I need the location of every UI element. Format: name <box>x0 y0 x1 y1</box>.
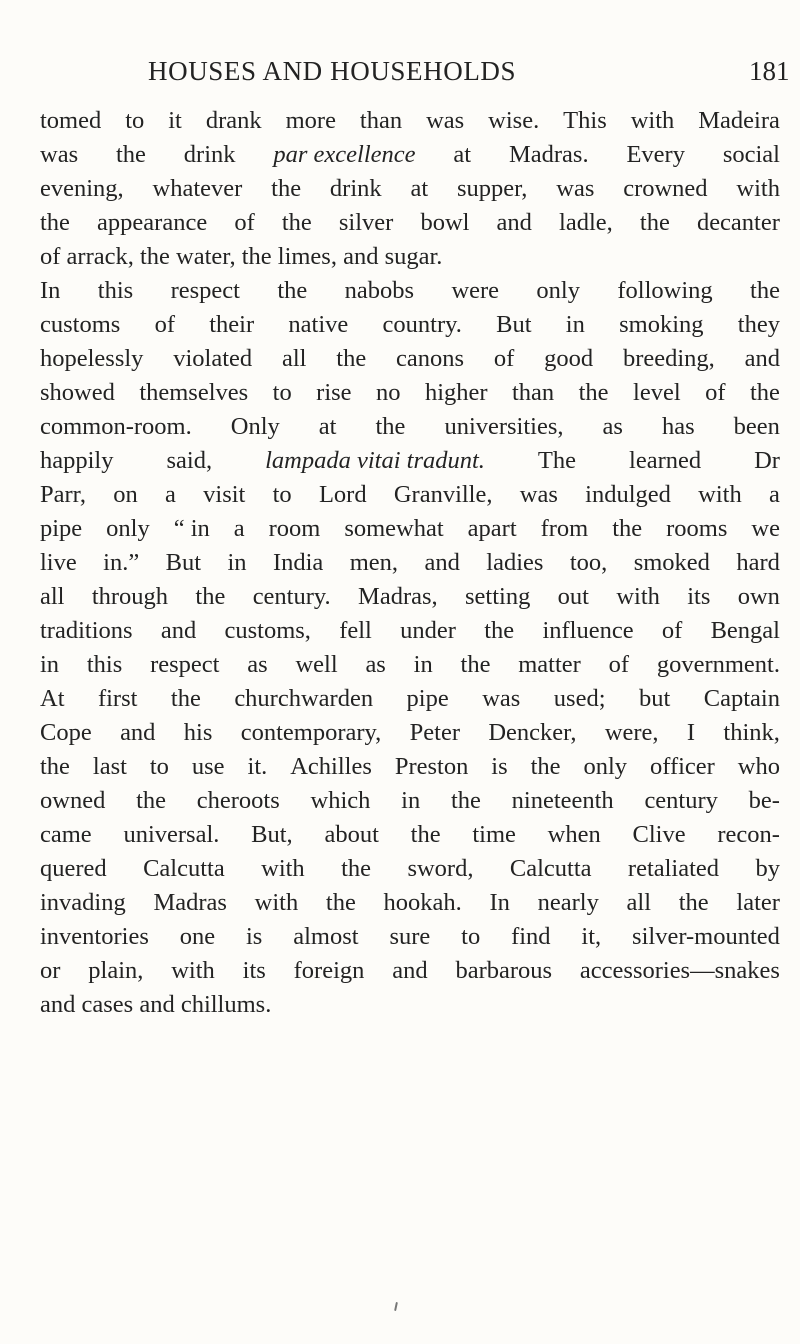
running-head <box>148 56 788 96</box>
word: wise. <box>488 107 540 134</box>
word: of <box>661 617 683 644</box>
word: Calcutta <box>143 855 225 882</box>
word: But <box>165 549 202 576</box>
text-line <box>40 682 780 716</box>
word: recon- <box>717 821 780 848</box>
word: pipe <box>406 685 449 712</box>
word: too, <box>569 549 608 576</box>
word: higher <box>424 379 488 406</box>
word: with <box>616 583 660 610</box>
word: Only <box>230 413 280 440</box>
word: good <box>544 345 594 372</box>
word: drink <box>183 141 236 168</box>
word: Cope <box>40 719 92 746</box>
word: of <box>493 345 515 372</box>
word: and <box>496 209 532 236</box>
word: Parr, <box>40 481 86 508</box>
word: invading <box>40 889 126 916</box>
word: came <box>40 821 92 848</box>
word: Madras. <box>508 141 589 168</box>
word: evening, <box>40 175 124 202</box>
word: and <box>160 617 197 644</box>
running-title: HOUSES AND HOUSEHOLDS <box>148 56 517 86</box>
word: happily <box>40 447 114 474</box>
word: almost <box>293 923 359 950</box>
word: last <box>92 753 127 780</box>
word: think, <box>723 719 780 746</box>
word: in <box>565 311 585 338</box>
text-line <box>40 988 780 1022</box>
word: it. <box>247 753 268 780</box>
word: respect <box>170 277 240 304</box>
word: all <box>40 583 65 610</box>
word: was <box>426 107 465 134</box>
word: a <box>165 481 176 508</box>
word: the <box>375 413 406 440</box>
word: drank <box>205 107 262 134</box>
word: it <box>168 107 182 134</box>
word: foreign <box>293 957 365 984</box>
word: native <box>288 311 349 338</box>
word: the <box>639 209 670 236</box>
word: quered <box>40 855 107 882</box>
text-line <box>40 342 780 376</box>
word: supper, <box>456 175 528 202</box>
word: Madras <box>153 889 227 916</box>
word: all <box>281 345 307 372</box>
text-line <box>40 818 780 852</box>
word: Peter <box>409 719 460 746</box>
word: the <box>40 209 70 236</box>
word: But, <box>251 821 293 848</box>
word: the <box>170 685 201 712</box>
word: at <box>318 413 337 440</box>
word: with <box>261 855 305 882</box>
text-line <box>40 750 780 784</box>
word: At <box>40 685 65 712</box>
italic-phrase: lampada vitai tradunt. <box>265 447 485 474</box>
word: as <box>602 413 623 440</box>
word: In <box>40 277 61 304</box>
word: men, <box>349 549 399 576</box>
word: which <box>310 787 371 814</box>
word: customs <box>40 311 121 338</box>
word: the <box>271 175 302 202</box>
word: decanter <box>696 209 780 236</box>
word: first <box>97 685 138 712</box>
word: the <box>460 651 491 678</box>
word: smoking <box>619 311 704 338</box>
word: owned <box>40 787 106 814</box>
word: in <box>413 651 433 678</box>
word: be- <box>748 787 780 814</box>
text-line <box>40 138 780 172</box>
word: the <box>530 753 561 780</box>
word: Clive <box>632 821 686 848</box>
word: nearly <box>537 889 599 916</box>
word: showed <box>40 379 115 406</box>
word: than <box>511 379 555 406</box>
word: said, <box>166 447 213 474</box>
word: with <box>254 889 299 916</box>
text-line <box>40 954 780 988</box>
word: the <box>410 821 441 848</box>
word: well <box>295 651 338 678</box>
word: later <box>736 889 780 916</box>
word: more <box>285 107 336 134</box>
word: government. <box>656 651 780 678</box>
word: In <box>489 889 510 916</box>
word: they <box>737 311 780 338</box>
word: as <box>247 651 268 678</box>
word: canons <box>396 345 465 372</box>
word: visit <box>203 481 246 508</box>
word: room <box>268 515 321 542</box>
word: Madras, <box>358 583 438 610</box>
word: through <box>91 583 169 610</box>
word: the <box>678 889 709 916</box>
text-line <box>40 614 780 648</box>
word: was <box>40 141 79 168</box>
word: This <box>563 107 607 134</box>
word: one <box>179 923 216 950</box>
word: nabobs <box>344 277 415 304</box>
word: in.” <box>103 549 140 576</box>
word: century <box>644 787 718 814</box>
word: Achilles <box>290 753 372 780</box>
word: the <box>612 515 643 542</box>
word: cheroots <box>196 787 280 814</box>
word: plain, <box>88 957 144 984</box>
word: own <box>737 583 780 610</box>
print-mark <box>394 1302 398 1311</box>
word: smoked <box>633 549 710 576</box>
word: were <box>451 277 500 304</box>
word: the <box>40 753 70 780</box>
word: with <box>630 107 675 134</box>
text-line <box>40 444 780 478</box>
word: than <box>359 107 403 134</box>
word: traditions <box>40 617 133 644</box>
word: of <box>234 209 255 236</box>
word: used; <box>553 685 606 712</box>
word: barbarous <box>455 957 553 984</box>
text-line <box>40 580 780 614</box>
word: who <box>737 753 780 780</box>
word: the <box>115 141 146 168</box>
word: Granville, <box>393 481 493 508</box>
text-line <box>40 478 780 512</box>
word: somewhat <box>344 515 444 542</box>
word: a <box>768 481 780 508</box>
word: a <box>233 515 245 542</box>
word: country. <box>382 311 462 338</box>
text-line <box>40 410 780 444</box>
word: the <box>325 889 356 916</box>
page-number: 181 <box>749 56 790 86</box>
italic-phrase: par excellence <box>273 141 416 168</box>
word: as <box>365 651 386 678</box>
word: their <box>209 311 255 338</box>
word: bowl <box>420 209 470 236</box>
word: the <box>281 209 312 236</box>
word: officer <box>649 753 715 780</box>
word: following <box>617 277 713 304</box>
word: live <box>40 549 77 576</box>
word: silver-mounted <box>632 923 780 950</box>
word: by <box>755 855 780 882</box>
word: with <box>698 481 742 508</box>
word: But <box>496 311 532 338</box>
word: matter <box>518 651 581 678</box>
text-line <box>40 308 780 342</box>
word: contemporary, <box>240 719 382 746</box>
word: Dr <box>754 447 780 474</box>
word: breeding, <box>622 345 715 372</box>
word: but <box>638 685 671 712</box>
word: from <box>540 515 589 542</box>
word: ladle, <box>559 209 613 236</box>
word: Madeira <box>698 107 780 134</box>
word: churchwarden <box>234 685 374 712</box>
word: the <box>136 787 167 814</box>
word: common-room. <box>40 413 192 440</box>
word: of <box>154 311 175 338</box>
word: social <box>722 141 780 168</box>
word: at <box>410 175 429 202</box>
word: only <box>106 515 150 542</box>
word: appearance <box>97 209 208 236</box>
word: themselves <box>139 379 249 406</box>
word: of <box>705 379 726 406</box>
word: “ in <box>173 515 210 542</box>
word: Lord <box>318 481 367 508</box>
word: nineteenth <box>511 787 614 814</box>
text-line <box>40 376 780 410</box>
word: the <box>277 277 308 304</box>
word: and <box>744 345 780 372</box>
word: sure <box>389 923 431 950</box>
text-line <box>40 512 780 546</box>
word: all <box>626 889 652 916</box>
word: fell <box>339 617 372 644</box>
word: learned <box>629 447 702 474</box>
text-line <box>40 920 780 954</box>
word: tomed <box>40 107 102 134</box>
word: crowned <box>623 175 708 202</box>
word: the <box>450 787 481 814</box>
text-line <box>40 852 780 886</box>
text-line <box>40 784 780 818</box>
word: to <box>125 107 145 134</box>
word: of arrack, the water, the limes, and sugar. <box>40 243 443 270</box>
word: this <box>86 651 123 678</box>
word: I <box>686 719 696 746</box>
word: setting <box>464 583 531 610</box>
word: under <box>400 617 456 644</box>
word: was <box>482 685 521 712</box>
word: use <box>191 753 225 780</box>
word: level <box>633 379 681 406</box>
word: accessories—snakes <box>579 957 780 984</box>
word: about <box>324 821 379 848</box>
word: find <box>511 923 551 950</box>
word: drink <box>329 175 382 202</box>
word: to <box>461 923 481 950</box>
word: the <box>195 583 226 610</box>
word: was <box>519 481 558 508</box>
word: only <box>583 753 628 780</box>
word: India <box>272 549 324 576</box>
word: influence <box>542 617 634 644</box>
word: and cases and chillums. <box>40 991 272 1018</box>
word: in <box>401 787 421 814</box>
word: and <box>424 549 460 576</box>
word: retaliated <box>627 855 720 882</box>
text-line <box>40 546 780 580</box>
word: hopelessly <box>40 345 144 372</box>
word: in <box>40 651 60 678</box>
word: universities, <box>444 413 564 440</box>
word: the <box>484 617 515 644</box>
word: when <box>547 821 601 848</box>
text-line <box>40 172 780 206</box>
word: and <box>392 957 428 984</box>
text-line <box>40 206 780 240</box>
word: this <box>97 277 134 304</box>
word: rise <box>316 379 352 406</box>
word: its <box>242 957 266 984</box>
word: were, <box>604 719 659 746</box>
word: the <box>750 277 780 304</box>
word: to <box>272 481 292 508</box>
word: Every <box>626 141 685 168</box>
word: it, <box>581 923 602 950</box>
word: in <box>227 549 247 576</box>
word: Calcutta <box>509 855 592 882</box>
word: hookah. <box>383 889 462 916</box>
word: Bengal <box>710 617 780 644</box>
word: sword, <box>407 855 474 882</box>
word: is <box>246 923 263 950</box>
word: of <box>608 651 630 678</box>
word: the <box>336 345 367 372</box>
word: with <box>171 957 215 984</box>
word: time <box>472 821 516 848</box>
word: Dencker, <box>488 719 577 746</box>
text-line <box>40 886 780 920</box>
word: is <box>491 753 508 780</box>
word: universal. <box>123 821 220 848</box>
word: with <box>736 175 780 202</box>
text-line <box>40 648 780 682</box>
word: indulged <box>585 481 671 508</box>
text-line <box>40 274 780 308</box>
word: rooms <box>666 515 728 542</box>
word: and <box>120 719 156 746</box>
word: to <box>149 753 169 780</box>
word: century. <box>252 583 331 610</box>
word: The <box>537 447 577 474</box>
word: hard <box>736 549 780 576</box>
word: respect <box>150 651 220 678</box>
word: at <box>453 141 472 168</box>
word: on <box>113 481 138 508</box>
word: or <box>40 957 61 984</box>
word: apart <box>467 515 517 542</box>
text-line <box>40 716 780 750</box>
word: only <box>536 277 580 304</box>
word: has <box>661 413 695 440</box>
word: was <box>556 175 595 202</box>
text-line <box>40 240 780 274</box>
word: no <box>375 379 401 406</box>
word: customs, <box>224 617 311 644</box>
word: the <box>749 379 780 406</box>
word: Captain <box>703 685 780 712</box>
word: the <box>341 855 372 882</box>
word: to <box>272 379 292 406</box>
word: out <box>557 583 589 610</box>
word: its <box>687 583 711 610</box>
word: we <box>751 515 780 542</box>
word: his <box>183 719 213 746</box>
body-text <box>40 104 780 1022</box>
word: silver <box>338 209 394 236</box>
text-line <box>40 104 780 138</box>
word: been <box>733 413 780 440</box>
word: ladies <box>486 549 544 576</box>
word: the <box>578 379 609 406</box>
word: Preston <box>394 753 469 780</box>
word: violated <box>173 345 253 372</box>
word: whatever <box>152 175 243 202</box>
word: pipe <box>40 515 83 542</box>
word: inventories <box>40 923 149 950</box>
